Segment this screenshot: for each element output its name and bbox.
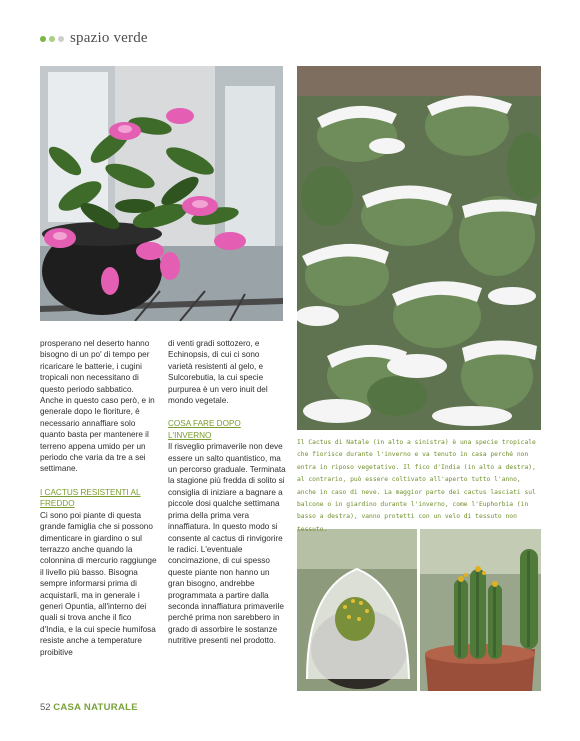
- page-number: 52: [40, 702, 51, 713]
- photo-euphorbia: [420, 529, 541, 691]
- header-dot-2: [49, 36, 55, 42]
- paragraph: Ci sono poi piante di questa grande famiglia che si possono dimenticare in giardino o sul terrazzo anche quando la colonnina di mercurio raggiunge il livello più basso. Bisogna sempre informarsi prima di acquistarli, ma in generale i generi Opuntia, all'interno dei quali si trova anche il fico d'India, e la cui specie humifosa resiste anche a temperature proibitive: [40, 510, 157, 657]
- section-header: [40, 30, 148, 47]
- photo-caption: Il Cactus di Natale (in alto a sinistra) è una specie tropicale che fiorisce durante l'inverno e va tenuto in casa perché non entra in riposo vegetativo. Il fico d'India (in alto a destra), al contrario, può essere coltivato all'aperto tutto l'anno, anche in caso di neve. La maggior parte dei cactus lasciati sul balcone o in giardino durante l'inverno, come l'Euphorbia (in basso a destra), vanno protetti con un velo di tessuto non tessuto.: [297, 439, 536, 533]
- page-footer: [40, 702, 138, 713]
- photo-christmas-cactus: [40, 66, 283, 321]
- text-column-2: [168, 338, 286, 647]
- subheading-cold-resistant-cactus: I CACTUS RESISTENTI AL FREDDO: [40, 487, 141, 509]
- paragraph: di venti gradi sottozero, e Echinopsis, di cui ci sono varietà resistenti al gelo, e Sulcorebutia, la cui specie purpurea è un vero inuit del mondo vegetale.: [168, 339, 268, 406]
- section-title: spazio verde: [70, 30, 148, 46]
- paragraph: prosperano nel deserto hanno bisogno di un po' di tempo per ricaricare le batterie, i cugini tropicali non necessitano di questo periodo sabbatico. Anche in questo caso però, e in generale dopo le fioriture, è necessario annaffiare solo quanto basta per mantenere il terreno appena umido per un periodo che varia da tre a sei settimane.: [40, 339, 155, 474]
- magazine-brand: CASA NATURALE: [53, 702, 138, 713]
- photo-prickly-pear-snow: [297, 66, 541, 430]
- paragraph: Il risveglio primaverile non deve essere un salto quantistico, ma un percorso graduale. Terminata la stagione più fredda di solito si consiglia di iniziare a bagnare a piccole dosi qualche settimana prima della prima vera innaffiatura. In questo modo si consente al cactus di rinvigorire le radici. L'eventuale concimazione, di cui spesso queste piante non hanno un gran bisogno, andrebbe programmata a partire dalla seconda innaffiatura primaverile perché prima non sarebbero in grado di assorbire le sostanze nutritive presenti nel prodotto.: [168, 442, 286, 646]
- subheading-after-winter: COSA FARE DOPO L'INVERNO: [168, 419, 241, 440]
- text-column-1: [40, 338, 158, 658]
- photo-covered-cactus: [297, 529, 417, 691]
- header-dot-3: [58, 36, 64, 42]
- header-dots: [40, 36, 64, 42]
- header-dot-1: [40, 36, 46, 42]
